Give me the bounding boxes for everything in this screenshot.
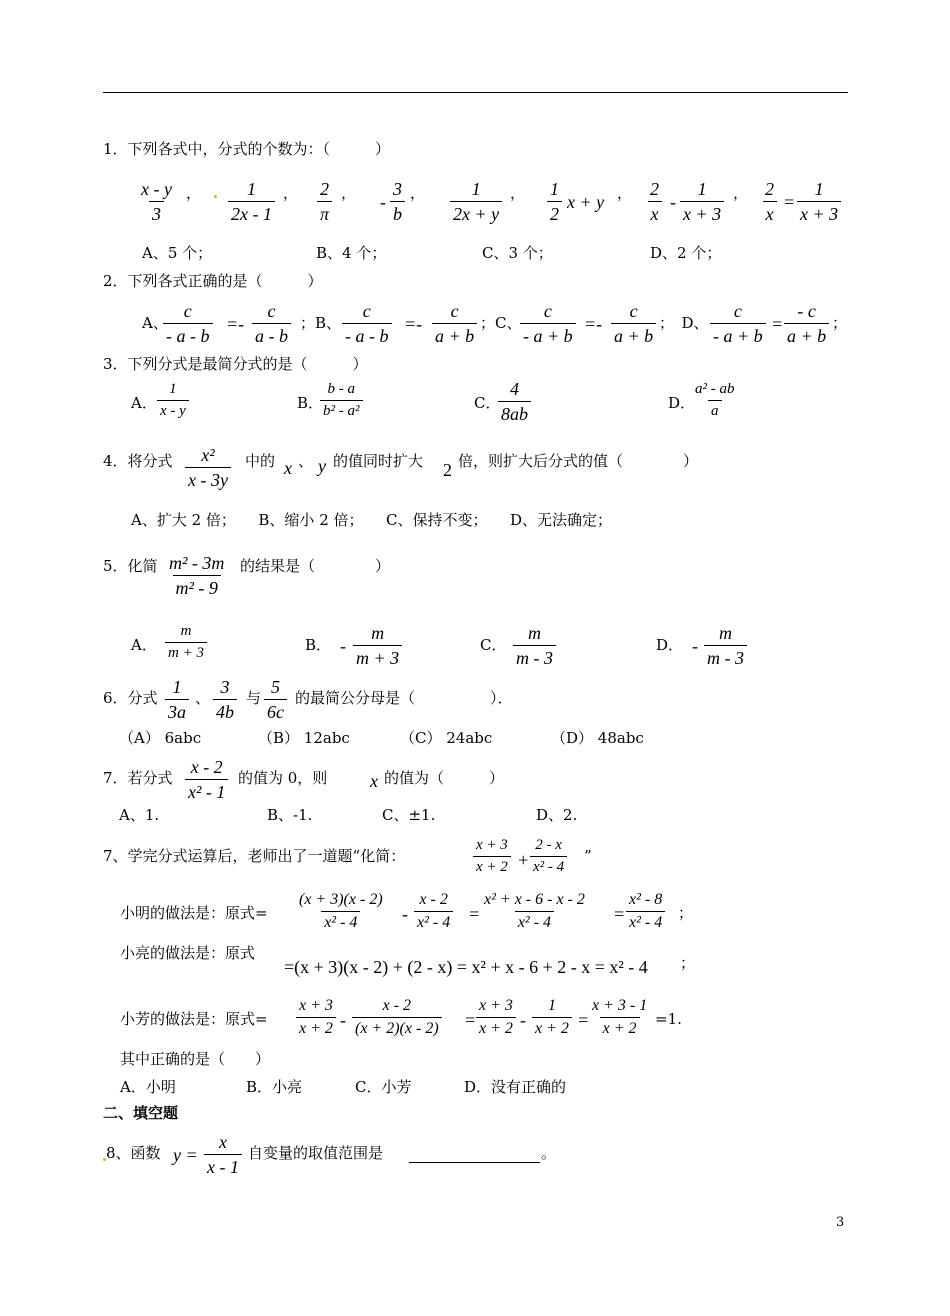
q1-fraction-1: $\frac{x - y}{3}$	[141, 179, 172, 224]
q7-option-b: B、-1.	[267, 806, 313, 824]
q5-option-c-label: C．	[480, 636, 507, 654]
q7-option-a: A、1.	[119, 806, 160, 824]
q7b-ming-op1: -	[402, 904, 408, 924]
q1-option-c: C、3 个；	[482, 244, 553, 262]
q4-x: x	[284, 458, 292, 478]
q1-fraction-7b: $\frac{1}{x + 3}$	[680, 180, 724, 223]
q1-comma: ，	[510, 184, 526, 202]
q2-option-b-end: ；C、	[480, 314, 522, 332]
q7-fraction: $\frac{x - 2}{\text{x² - 1}}$	[185, 758, 228, 801]
q3-option-a-label: A．	[131, 394, 157, 412]
header-rule	[103, 92, 848, 93]
q1-fraction-8a: $\frac{2}{x}$	[762, 180, 777, 223]
q2-stem: 2．下列各式正确的是（ ）	[103, 272, 323, 290]
q2-c-lhs: $\frac{c}{- a + b}$	[520, 302, 576, 345]
q3-option-b: $\frac{b - a}{\text{b² - a²}}$	[320, 382, 363, 419]
q1-comma: ，	[283, 184, 299, 202]
q5-fraction: $\frac{\text{m² - 3m}}{\text{m² - 9}}$	[169, 553, 225, 598]
q7-suffix: 的值为（ ）	[384, 769, 505, 787]
q7b-ming-label: 小明的做法是：原式=	[120, 904, 268, 922]
q4-fraction: $\frac{\text{x²}}{x - 3y}$	[185, 446, 231, 489]
speck	[214, 195, 217, 198]
q2-b-lhs: $\frac{c}{- a - b}$	[342, 302, 392, 345]
q2-c-rhs: $\frac{c}{a + b}$	[611, 302, 656, 345]
q5-option-d-sign: -	[692, 636, 698, 656]
q4-options: A、扩大 2 倍； B、缩小 2 倍； C、保持不变； D、无法确定；	[131, 511, 613, 529]
q1-expression-6-rest: x + y	[567, 192, 605, 212]
q2-a-lhs: $\frac{c}{- a - b}$	[163, 302, 213, 345]
q2-a-rhs: $\frac{c}{a - b}$	[252, 302, 291, 345]
q5-option-b-sign: -	[340, 636, 346, 656]
q5-option-b-label: B．	[305, 636, 332, 654]
q2-option-a-end: ；B、	[300, 314, 342, 332]
q5-option-d: $\frac{m}{m - 3}$	[704, 624, 747, 667]
q7b-fang-f5: $\frac{x + 3 - 1}{x + 2}$	[592, 997, 648, 1037]
q7b-prefix: 7、学完分式运算后，老师出了一道题“化简：	[103, 847, 406, 865]
q8-answer-blank[interactable]	[409, 1162, 540, 1163]
q6-fraction-2: $\frac{3}{4b}$	[213, 678, 237, 721]
page-number: 3	[836, 1215, 845, 1230]
q3-option-b-label: B．	[297, 394, 324, 412]
q8-y: y =	[173, 1145, 198, 1165]
q6-option-a: （A） 6abc	[119, 729, 202, 747]
q4-suffix: 倍，则扩大后分式的值（ ）	[458, 452, 699, 470]
q1-fraction-4: $\frac{3}{b}$	[390, 180, 405, 223]
q2-d-rhs: $\frac{- c}{a + b}$	[784, 302, 829, 345]
q6-fraction-3: $\frac{5}{6c}$	[264, 678, 287, 721]
q1-option-d: D、2 个；	[650, 244, 722, 262]
q1-minus-sign: -	[670, 192, 676, 212]
q4-mid-1: 中的	[245, 452, 276, 470]
q3-option-d: $\frac{\text{a² - ab}}{a}$	[695, 381, 735, 419]
q1-fraction-8b: $\frac{1}{x + 3}$	[797, 180, 841, 223]
q7b-liang-label: 小亮的做法是：原式	[120, 944, 256, 962]
q2-option-a-label: A、	[142, 314, 168, 332]
q8-suffix: 自变量的取值范围是	[248, 1144, 384, 1162]
q5-prefix: 5．化简	[103, 557, 158, 575]
q2-d-lhs: $\frac{c}{- a + b}$	[710, 302, 766, 345]
q7b-fang-end: =1.	[655, 1010, 682, 1028]
q1-option-a: A、5 个；	[142, 244, 213, 262]
q3-option-c: $\frac{4}{8ab}$	[498, 380, 531, 423]
q6-option-c: （C） 24abc	[400, 729, 493, 747]
q1-fraction-3: $\frac{2}{\pi}$	[317, 180, 332, 223]
q7b-liang-expression: =(x + 3)(x - 2) + (2 - x) = x² + x - 6 + 2 - x = x² - 4	[284, 957, 648, 977]
q2-d-eq: =	[771, 314, 784, 334]
q3-option-d-label: D．	[668, 394, 696, 412]
q2-option-c-end: ； D、	[659, 314, 709, 332]
q7b-liang-end: ；	[680, 954, 696, 972]
q7b-fang-op1: -	[340, 1010, 346, 1030]
q3-option-a: $\frac{1}{x - y}$	[157, 382, 189, 419]
q5-option-d-label: D．	[656, 636, 684, 654]
q1-comma: ，	[733, 184, 749, 202]
q7b-fang-f2: $\frac{x - 2}{(x + 2)(x - 2)}$	[352, 998, 442, 1037]
q7b-option-c: C．小芳	[355, 1078, 412, 1096]
q7b-fang-f4: $\frac{1}{x + 2}$	[532, 998, 572, 1037]
q1-fraction-6: $\frac{1}{2}$	[547, 180, 562, 223]
q5-option-b: $\frac{m}{m + 3}$	[353, 624, 402, 667]
q7b-ming-f2: $\frac{x - 2}{\text{x² - 4}}$	[414, 892, 453, 931]
q8-fraction: $\frac{x}{x - 1}$	[204, 1133, 242, 1176]
q7b-ming-end: ；	[678, 904, 694, 922]
q7b-option-b: B．小亮	[246, 1078, 303, 1096]
q2-a-eq: =-	[226, 314, 245, 334]
q2-b-eq: =-	[404, 314, 423, 334]
q6-option-b: （B） 12abc	[258, 729, 350, 747]
q1-fraction-5: $\frac{1}{2x + y}$	[450, 180, 502, 223]
q7b-ming-f1: $\frac{(x + 3)(x - 2)}{\text{x² - 4}}$	[299, 891, 383, 931]
q1-comma: ，	[617, 184, 633, 202]
q7b-fang-op2: -	[520, 1010, 526, 1030]
q6-option-d: （D） 48abc	[551, 729, 644, 747]
q4-prefix: 4．将分式	[103, 452, 173, 470]
q3-stem: 3．下列分式是最简分式的是（ ）	[103, 355, 368, 373]
q5-option-c: $\frac{m}{m - 3}$	[513, 624, 556, 667]
q1-comma: ，	[186, 184, 202, 202]
q1-minus-sign: -	[380, 192, 386, 212]
q1-comma: ，	[410, 184, 426, 202]
q7b-fraction-2: $\frac{2 - x}{\text{x² - 4}}$	[530, 838, 567, 875]
q7-option-d: D、2.	[536, 806, 578, 824]
q6-fraction-1: $\frac{1}{3a}$	[165, 678, 189, 721]
q7b-option-a: A．小明	[120, 1078, 176, 1096]
q7b-option-d: D．没有正确的	[464, 1078, 567, 1096]
q7-option-c: C、±1.	[382, 806, 436, 824]
q4-mid-2: 的值同时扩大	[333, 452, 424, 470]
q4-two: 2	[443, 460, 452, 480]
q7b-fang-f3: $\frac{x + 3}{x + 2}$	[476, 998, 516, 1037]
q7b-fraction-1: $\frac{x + 3}{x + 2}$	[473, 838, 511, 875]
q1-fraction-2: $\frac{1}{2x - 1}$	[228, 180, 275, 223]
q7b-ming-f4: $\frac{\text{x² - 8}}{\text{x² - 4}}$	[626, 892, 665, 931]
q8-end: 。	[541, 1144, 557, 1162]
q1-comma: ，	[341, 184, 357, 202]
q6-suffix: 的最简公分母是（ ）．	[295, 689, 513, 707]
section-heading: 二、填空题	[103, 1104, 179, 1122]
q7-x: x	[370, 771, 378, 791]
q2-b-rhs: $\frac{c}{a + b}$	[432, 302, 477, 345]
q7b-ming-eq2: =	[613, 904, 626, 924]
q2-c-eq: =-	[584, 314, 603, 334]
q7b-which: 其中正确的是（ ）	[120, 1050, 271, 1068]
q1-option-b: B、4 个；	[316, 244, 387, 262]
q8-prefix: 8、函数	[106, 1144, 161, 1162]
q2-option-d-end: ；	[832, 314, 848, 332]
q7-mid: 的值为 0，则	[238, 769, 328, 787]
q7b-ming-f3: $\frac{\text{x² + x - 6 - x - 2}}{\text{x² - 4}}$	[484, 891, 585, 931]
q6-sep-1: 、	[195, 689, 211, 707]
q5-suffix: 的结果是（ ）	[240, 557, 391, 575]
q4-y: y	[318, 456, 326, 476]
q1-stem: 1．下列各式中，分式的个数为：（ ）	[103, 140, 391, 158]
q5-option-a-label: A．	[131, 636, 157, 654]
q7b-fang-f1: $\frac{x + 3}{x + 2}$	[296, 998, 336, 1037]
q1-fraction-7a: $\frac{2}{x}$	[647, 180, 662, 223]
q7b-fang-eq2: =	[577, 1010, 590, 1030]
q7-prefix: 7．若分式	[103, 769, 173, 787]
q7b-plus: +	[517, 850, 530, 870]
q7b-fang-label: 小芳的做法是：原式=	[120, 1010, 268, 1028]
q7b-fang-eq1: =	[464, 1010, 477, 1030]
q3-option-c-label: C．	[474, 394, 501, 412]
q7b-suffix: ”	[584, 847, 592, 865]
q6-sep-2: 与	[246, 689, 262, 707]
q1-equals-sign: =	[783, 192, 796, 212]
q7b-ming-eq1: =	[468, 904, 481, 924]
q4-sep: 、	[298, 452, 314, 470]
q5-option-a: $\frac{m}{m + 3}$	[165, 624, 207, 661]
q6-prefix: 6．分式	[103, 689, 158, 707]
